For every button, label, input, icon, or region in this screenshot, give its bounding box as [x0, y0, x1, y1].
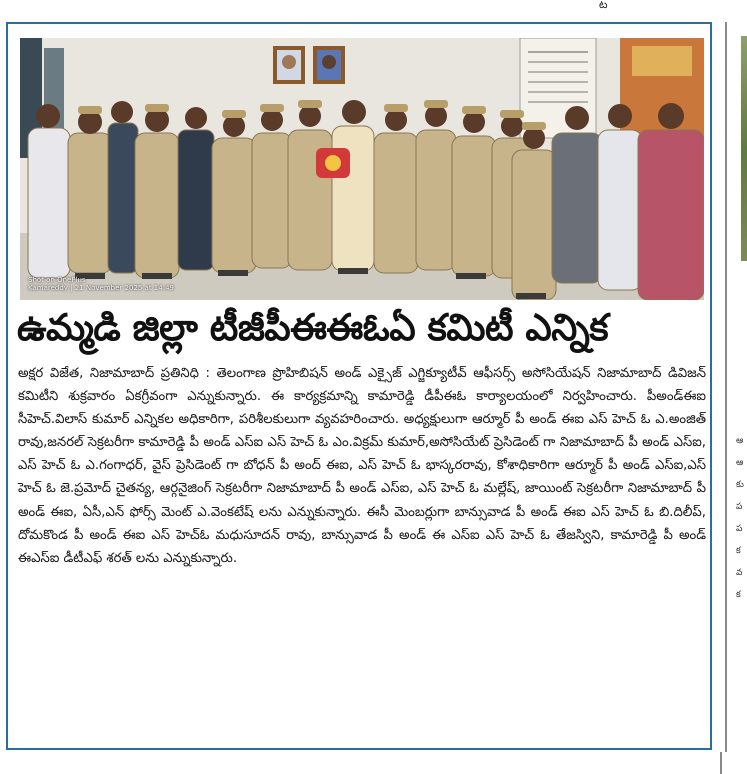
column-divider	[725, 22, 727, 752]
article-photo	[20, 38, 704, 300]
adjacent-char: ఆ	[736, 458, 744, 468]
adjacent-char: ప	[736, 502, 743, 512]
news-article	[6, 22, 712, 750]
group-photo-illustration	[20, 38, 704, 300]
photo-watermark	[28, 276, 174, 292]
adjacent-article-text	[736, 430, 746, 606]
bottom-divider	[720, 752, 722, 774]
page-top-strip	[0, 0, 747, 14]
adjacent-article-photo	[741, 36, 747, 261]
adjacent-char: క	[736, 546, 741, 556]
adjacent-char: ప	[736, 524, 743, 534]
adjacent-char: కు	[736, 480, 744, 490]
article-body: అక్షర విజేత, నిజామాబాద్ ప్రతినిధి : తెలంగాణ ప్రొహిబిషన్ అండ్ ఎక్సైజ్ ఎగ్జిక్యూటీవ్ ఆఫీసర్స్ అసోసియేషన్ నిజామాబాద్ డివిజన్ కమిటీని శుక్రవారం ఏకగ్రీవంగా ఎన్నుకున్నారు. ఈ కార్యక్రమాన్ని కామారెడ్డి డీపీఈఓ కార్యాలయంలో నిర్వహించారు. పీఅండ్ఈఐ సీహెచ్.విలాస్ కుమార్ ఎన్నికల అధికారిగా, పరిశీలకులుగా వ్యవహరించారు. అధ్యక్షులుగా ఆర్మూర్ పీ అండ్ ఈఐ ఎస్ హెచ్ ఓ ఎ.అంజిత్ రావు,జనరల్ సెక్రటరీగా కామారెడ్డి పీ అండ్ ఎస్ఐ ఎస్ హెచ్ ఓ ఎం.విక్రమ్ కుమార్,అసోసియేట్ ప్రెసిడెంట్ గా నిజామాబాద్ పీ అండ్ ఎస్ఐ, ఎస్ హెచ్ ఓ ఎ.గంగాధర్, వైస్ ప్రెసిడెంట్ గా బోధన్ పీ అంద్ ఈఐ, ఎస్ హెచ్ ఓ భాస్కరరావు, కోశాధికారిగా ఆర్మూర్ పీ అండ్ ఎస్ఐ,ఎస్ హెచ్ ఓ జె.ప్రమోద్ చైతన్య, ఆర్గనైజింగ్ సెక్రటరీగా నిజామాబాద్ పీ అండ్ ఎస్ఐ, ఎస్ హెచ్ ఓ మల్లేష్, జాయింట్ సెక్రటరీగా నిజామాబాద్ పీ అండ్ ఈఐ, ఏసీ,ఎన్ ఫోర్స్ మెంట్ ఎ.వెంకటేష్ లను ఎన్నుకున్నారు. ఈసీ మెంబర్లుగా బాన్సువాడ పీ అండ్ ఈఐ ఎస్ హెచ్ ఓ బి.దిలీప్, దోమకొండ పీ అండ్ ఈఐ ఎస్ హెచ్ఓ మధుసూదన్ రావు, బాన్సువాడ పీ అండ్ ఈ ఎస్ఐ ఎస్ హెచ్ ఓ తేజస్విని, కామారెడ్డి పీ అండ్ ఈఎస్ఐ డీటీఎఫ్ శరత్ లను ఎన్నుకున్నారు.	[18, 366, 706, 566]
adjacent-char: క	[736, 590, 741, 600]
adjacent-char: ఆ	[736, 436, 744, 446]
photo-watermark-line1: Shot on OnePlus	[28, 276, 86, 284]
article-headline: ఉమ్మడి జిల్లా టీజీపీఈఈఓఏ కమిటీ ఎన్నిక	[17, 306, 609, 349]
photo-watermark-line2: Kamareddy | 21 November 2025 at 14:49	[28, 284, 174, 292]
page-top-mark: ట	[599, 0, 608, 11]
adjacent-char: వ	[736, 568, 743, 578]
adjacent-article-column	[725, 22, 747, 752]
